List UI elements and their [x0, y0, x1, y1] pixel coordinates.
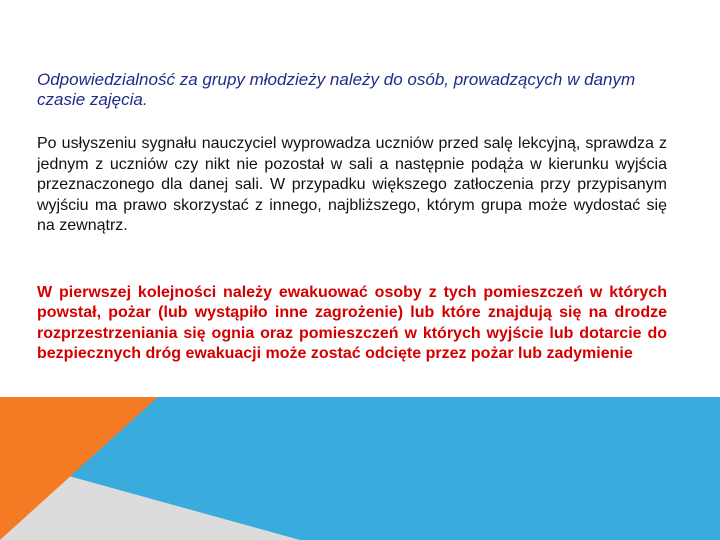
procedure-paragraph: Po usłyszeniu sygnału nauczyciel wyprowadza uczniów przed salę lekcyjną, sprawdza z jednym z uczniów czy nikt nie pozostał w sali a następnie podąża w kierunku wyjścia przeznaczonego dla danej sali. W przypadku większego zatłoczenia przy przypisanym wyjściu ma prawo skorzystać z innego, najbliższego, którym grupa może wydostać się na zewnątrz. — [37, 135, 667, 234]
slide-heading: Odpowiedzialność za grupy młodzieży należy do osób, prowadzących w danym czasie zajęcia. — [37, 70, 636, 109]
evacuation-priority-paragraph: W pierwszej kolejności należy ewakuować osoby z tych pomieszczeń w których powstał, pożar (lub wystąpiło inne zagrożenie) lub które znajdują się na drodze rozprzestrzeniania się ognia oraz pomieszczeń w których wyjście lub dotarcie do bezpiecznych dróg ewakuacji może zostać odcięte przez pożar lub zadymienie — [37, 283, 667, 362]
decorative-footer — [0, 397, 720, 540]
slide-content — [37, 70, 667, 365]
